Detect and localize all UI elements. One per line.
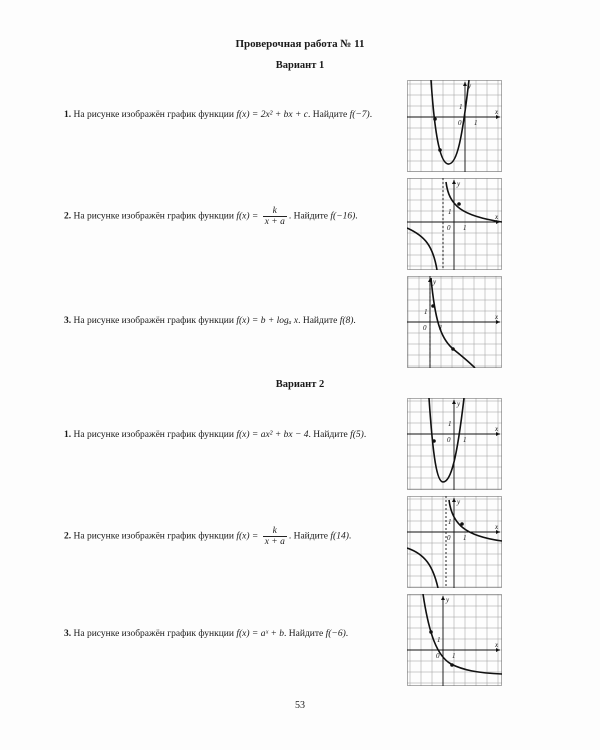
variant-2-task-3: 3. На рисунке изображён график функции f(x) = aˣ + b. Найдите f(−6).: [64, 629, 349, 639]
marked-point: [450, 663, 454, 667]
task-number: 2.: [64, 531, 72, 542]
unit-y-label: 1: [448, 518, 452, 526]
unit-y-label: 1: [424, 308, 428, 316]
hyperbola-left-branch: [407, 228, 437, 270]
unit-y-label: 1: [459, 103, 463, 111]
y-axis-label: y: [457, 498, 461, 506]
task-number: 1.: [64, 110, 72, 120]
graph-v2-hyperbola: [407, 496, 502, 588]
grid: [407, 276, 502, 368]
variant-2-heading: Вариант 2: [275, 379, 325, 390]
logarithm-curve: [431, 278, 475, 368]
marked-point: [451, 347, 455, 351]
y-axis-label: y: [457, 400, 461, 408]
y-axis-label: y: [446, 596, 450, 604]
task-number: 1.: [64, 430, 72, 440]
marked-point: [432, 439, 436, 443]
graph-v1-logarithm: [407, 276, 502, 368]
task-ask: . Найдите: [298, 316, 338, 326]
task-target: f(−16): [330, 211, 356, 222]
task-target: f(−6): [325, 629, 346, 639]
graph-v1-hyperbola: [407, 178, 502, 270]
task-target: f(8): [339, 316, 354, 326]
x-axis-label: x: [495, 313, 499, 321]
x-axis-label: x: [495, 641, 499, 649]
task-formula: f(x) = aˣ + b: [236, 629, 285, 639]
graph-v2-parabola: [407, 398, 502, 490]
task-target: f(5): [350, 430, 364, 440]
origin-label: 0: [423, 324, 427, 332]
marked-point: [460, 522, 464, 526]
marked-point: [433, 117, 437, 121]
marked-point: [431, 304, 435, 308]
marked-point: [457, 202, 461, 206]
task-target: f(−7): [349, 110, 370, 120]
task-formula: f(x) = b + logₐ x: [236, 316, 299, 326]
task-ask: . Найдите: [308, 110, 348, 120]
x-axis-label: x: [495, 523, 499, 531]
unit-x-label: 1: [452, 652, 456, 660]
origin-label: 0: [447, 534, 451, 542]
task-formula: f(x) =: [236, 531, 259, 542]
variant-1-task-1: 1. На рисунке изображён график функции f(x) = 2x² + bx + c. Найдите f(−7).: [64, 110, 373, 120]
variant-1-task-3: 3. На рисунке изображён график функции f(x) = b + logₐ x. Найдите f(8).: [64, 316, 356, 326]
graph-v2-exponential: [407, 594, 502, 686]
grid: [407, 398, 502, 490]
task-text: На рисунке изображён график функции: [73, 629, 234, 639]
hyperbola-right-branch: [449, 500, 502, 541]
x-axis-label: x: [495, 425, 499, 433]
grid: [407, 496, 502, 588]
marked-point: [438, 148, 442, 152]
variant-2-task-1: 1. На рисунке изображён график функции f(x) = ax² + bx − 4. Найдите f(5).: [64, 430, 367, 440]
variant-1-heading: Вариант 1: [275, 60, 325, 71]
task-text: На рисунке изображён график функции: [73, 316, 234, 326]
x-axis-label: x: [495, 213, 499, 221]
task-ask: . Найдите: [288, 211, 329, 222]
task-fraction: $\frac{k}{x + a}$: [264, 206, 285, 227]
variant-1-task-2: 2. На рисунке изображён график функции f(x) = $\frac{k}{x + a}$ . Найдите f(−16).: [64, 206, 358, 227]
unit-y-label: 1: [437, 636, 441, 644]
graph-v1-parabola: [407, 80, 502, 172]
grid: [407, 178, 502, 270]
task-number: 2.: [64, 211, 72, 222]
task-number: 3.: [64, 316, 72, 326]
variant-2-task-2: 2. На рисунке изображён график функции f(x) = $\frac{k}{x + a}$ . Найдите f(14).: [64, 526, 352, 547]
task-formula: f(x) =: [236, 211, 259, 222]
task-text: На рисунке изображён график функции: [73, 430, 234, 440]
unit-x-label: 1: [463, 224, 467, 232]
task-text: На рисунке изображён график функции: [73, 531, 234, 542]
origin-label: 0: [447, 436, 451, 444]
y-axis-label: y: [468, 82, 472, 90]
parabola-curve: [431, 80, 469, 164]
task-formula: f(x) = 2x² + bx + c: [236, 110, 309, 120]
task-ask: . Найдите: [288, 531, 329, 542]
task-ask: . Найдите: [308, 430, 348, 440]
task-target: f(14): [330, 531, 349, 542]
task-formula: f(x) = ax² + bx − 4: [236, 430, 309, 440]
task-number: 3.: [64, 629, 72, 639]
unit-y-label: 1: [448, 420, 452, 428]
work-title: Проверочная работа № 11: [235, 38, 365, 50]
page-number: 53: [295, 700, 305, 711]
unit-x-label: 1: [474, 119, 478, 127]
grid: [407, 594, 502, 686]
y-axis-label: y: [457, 180, 461, 188]
origin-label: 0: [447, 224, 451, 232]
task-fraction: $\frac{k}{x + a}$: [264, 526, 285, 547]
task-ask: . Найдите: [284, 629, 324, 639]
origin-label: 0: [436, 652, 440, 660]
x-axis-label: x: [495, 108, 499, 116]
marked-point: [429, 630, 433, 634]
origin-label: 0: [458, 119, 462, 127]
task-text: На рисунке изображён график функции: [73, 110, 234, 120]
task-text: На рисунке изображён график функции: [73, 211, 234, 222]
unit-y-label: 1: [448, 208, 452, 216]
unit-x-label: 1: [463, 534, 467, 542]
unit-x-label: 1: [439, 324, 443, 332]
y-axis-label: y: [433, 278, 437, 286]
unit-x-label: 1: [463, 436, 467, 444]
